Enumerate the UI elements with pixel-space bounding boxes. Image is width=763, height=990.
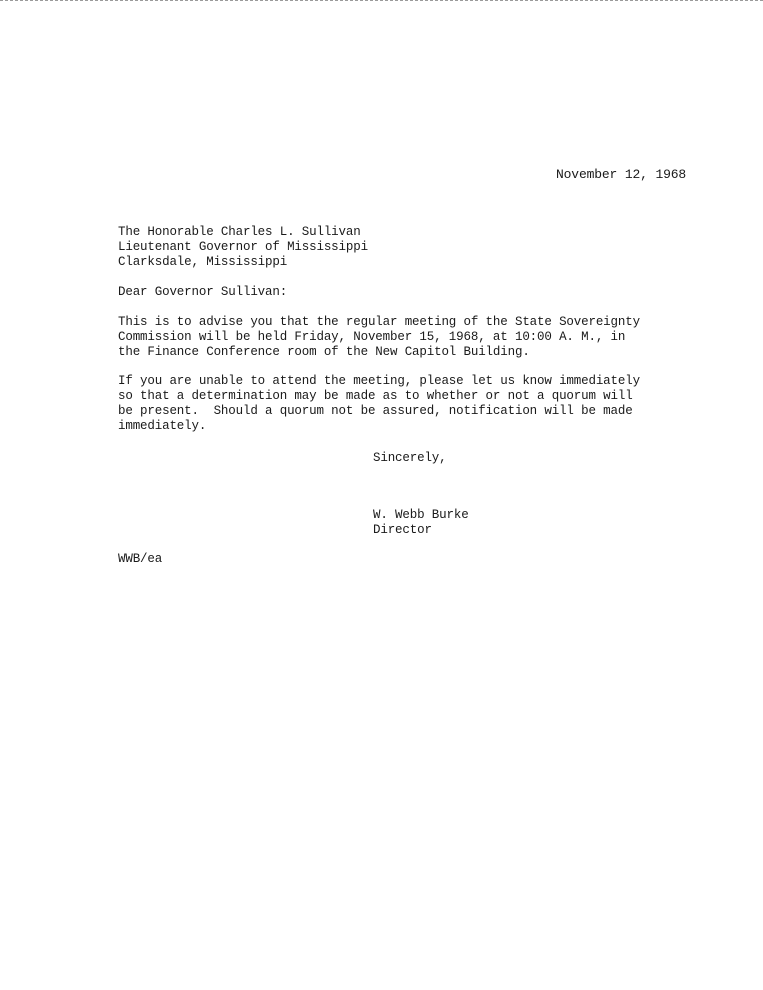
- recipient-title: Lieutenant Governor of Mississippi: [118, 240, 368, 254]
- paragraph-line: If you are unable to attend the meeting, please let us know immediately: [118, 374, 640, 388]
- reference-initials: WWB/ea: [118, 552, 163, 566]
- paragraph-line: so that a determination may be made as to whether or not a quorum will: [118, 389, 633, 403]
- paragraph-line: the Finance Conference room of the New Capitol Building.: [118, 345, 530, 359]
- paragraph-line: This is to advise you that the regular meeting of the State Sovereignty: [118, 315, 640, 329]
- closing: Sincerely,: [373, 451, 447, 465]
- paragraph-line: be present. Should a quorum not be assured, notification will be made: [118, 404, 633, 418]
- recipient-name: The Honorable Charles L. Sullivan: [118, 225, 361, 239]
- letter-date: November 12, 1968: [556, 167, 687, 182]
- signer-name: W. Webb Burke: [373, 508, 469, 522]
- paragraph-line: immediately.: [118, 419, 207, 433]
- salutation: Dear Governor Sullivan:: [118, 285, 288, 299]
- recipient-location: Clarksdale, Mississippi: [118, 255, 288, 269]
- paragraph-line: Commission will be held Friday, November 15, 1968, at 10:00 A. M., in: [118, 330, 626, 344]
- page-top-border: [0, 0, 763, 1]
- signer-title: Director: [373, 523, 432, 537]
